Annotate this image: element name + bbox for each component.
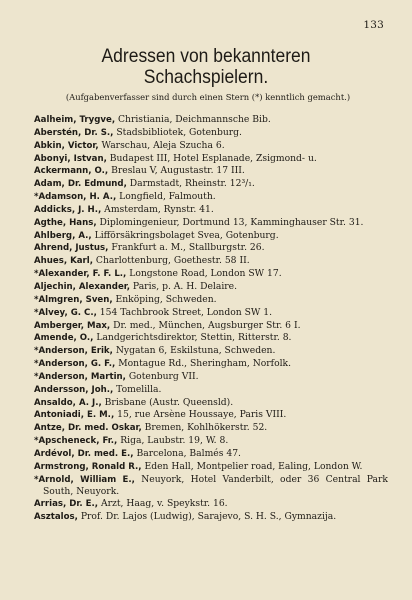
entry-address: Bremen, Kohlhökerstr. 52. (141, 422, 268, 434)
entry-name: Aalheim, Trygve, (34, 115, 116, 125)
address-entry (34, 332, 388, 345)
entry-address: Frankfurt a. M., Stallburgstr. 26. (108, 242, 265, 254)
entry-name: Ahlberg, A., (34, 230, 92, 241)
address-entry (34, 511, 388, 524)
entry-address: Prof. Dr. Lajos (Ludwig), Sarajevo, S. H. S., Gymnazija. (77, 511, 337, 523)
address-entry (34, 371, 388, 384)
entry-address: Nygatan 6, Eskilstuna, Schweden. (112, 345, 276, 357)
entry-name: *Arnold, William E., (34, 474, 135, 485)
entry-address: Tomelilla. (113, 383, 162, 395)
entry-name: Aberstén, Dr. S., (34, 127, 114, 138)
entry-address: Diplomingenieur, Dortmund 13, Kamminghauser Str. 31. (96, 216, 364, 228)
entry-address: Riga, Laubstr. 19, W. 8. (117, 435, 229, 447)
entry-name: Armstrong, Ronald R., (34, 461, 142, 472)
entry-address: Budapest III, Hotel Esplanade, Zsigmond- u. (106, 152, 317, 164)
address-entry (34, 230, 388, 243)
entry-address: Landgerichtsdirektor, Stettin, Ritterstr. 8. (93, 332, 292, 344)
entry-name: *Almgren, Sven, (34, 294, 113, 305)
entry-name: Amende, O., (34, 333, 94, 344)
address-entry (34, 242, 388, 255)
address-entry (34, 358, 388, 371)
address-entry (34, 384, 388, 397)
entry-name: *Alexander, F. F. L., (34, 269, 127, 280)
entry-address: Neuyork, Hotel Vanderbilt, oder 36 Central Park South, Neuyork. (43, 473, 388, 498)
entry-name: Ansaldo, A. J., (34, 397, 102, 408)
address-entry (34, 114, 388, 127)
entry-name: Andersson, Joh., (34, 384, 114, 395)
entry-address: Longfield, Falmouth. (116, 191, 216, 203)
address-entry (34, 294, 388, 307)
entry-name: Agthe, Hans, (34, 217, 97, 228)
entry-name: Arrias, Dr. E., (34, 499, 99, 510)
address-entry (34, 281, 388, 294)
entry-address: Gotenburg VII. (125, 370, 199, 382)
address-entry (34, 397, 388, 410)
address-entry (34, 204, 388, 217)
address-entry (34, 255, 388, 268)
subtitle-note: (Aufgabenverfasser sind durch einen Stern (*) kenntlich gemacht.) (65, 92, 351, 102)
entry-name: *Anderson, Erik, (34, 346, 113, 357)
address-entry (34, 498, 388, 511)
entry-address: Montague Rd., Sheringham, Norfolk. (115, 358, 292, 370)
address-entry (34, 140, 388, 153)
title-line-2: Schachspielern. (143, 67, 269, 88)
entry-address: Dr. med., München, Augsburger Str. 6 I. (110, 319, 301, 331)
entry-address: Stadsbibliotek, Gotenburg. (113, 126, 242, 138)
address-entry (34, 409, 388, 422)
entry-name: Adam, Dr. Edmund, (34, 179, 127, 190)
title-line-1: Adressen von bekannteren (101, 46, 311, 67)
entry-name: Abkin, Victor, (34, 140, 99, 151)
entry-name: Abonyi, Istvan, (34, 153, 107, 164)
entry-name: Ardévol, Dr. med. E., (34, 448, 134, 459)
entry-name: Asztalos, (34, 512, 78, 523)
entry-name: Ackermann, O., (34, 166, 109, 177)
entry-address: Barcelona, Balmés 47. (133, 447, 241, 459)
entry-name: *Alvey, G. C., (34, 307, 97, 318)
entry-address: Darmstadt, Rheinstr. 12³/₁. (126, 178, 255, 190)
entry-address: Charlottenburg, Goethestr. 58 II. (93, 255, 250, 267)
address-entry (34, 435, 388, 448)
address-entry (34, 448, 388, 461)
address-entry (34, 178, 388, 191)
entry-name: Antoniadi, E. M., (34, 410, 115, 421)
entry-address: Warschau, Aleja Szucha 6. (98, 139, 225, 151)
entry-address: Brisbane (Austr. Queensld). (101, 396, 234, 408)
entry-address: Longstone Road, London SW 17. (126, 268, 282, 280)
address-entry (34, 307, 388, 320)
entry-address: 15, rue Arsène Houssaye, Paris VIII. (114, 409, 287, 421)
entry-address: Lifförsäkringsbolaget Svea, Gotenburg. (91, 229, 279, 241)
entry-name: Ahues, Karl, (34, 256, 93, 267)
entry-name: *Anderson, Martin, (34, 371, 126, 382)
entry-name: *Anderson, G. F., (34, 359, 116, 370)
entry-name: Addicks, J. H., (34, 204, 102, 215)
entry-address: Enköping, Schweden. (112, 293, 217, 305)
address-entry (34, 461, 388, 474)
entry-name: Ahrend, Justus, (34, 243, 109, 254)
address-entry (34, 127, 388, 140)
address-entry (34, 165, 388, 178)
address-entry (34, 320, 388, 333)
address-entry (34, 153, 388, 166)
entry-name: *Adamson, H. A., (34, 192, 117, 203)
entry-name: Aljechin, Alexander, (34, 281, 131, 292)
address-entry (34, 474, 388, 499)
address-entry (34, 268, 388, 281)
address-entry (34, 345, 388, 358)
entry-address: Arzt, Haag, v. Speykstr. 16. (98, 498, 228, 510)
address-list (34, 114, 388, 524)
entry-address: Eden Hall, Montpelier road, Ealing, London W. (141, 460, 363, 472)
entry-address: Christiania, Deichmannsche Bib. (115, 114, 271, 125)
entry-address: Breslau V, Augustastr. 17 III. (108, 165, 245, 177)
page-title (16, 46, 395, 88)
entry-name: Antze, Dr. med. Oskar, (34, 423, 142, 434)
address-entry (34, 422, 388, 435)
entry-name: *Apscheneck, Fr., (34, 436, 118, 447)
address-entry (34, 191, 388, 204)
entry-name: Amberger, Max, (34, 320, 111, 331)
address-entry (34, 217, 388, 230)
entry-address: Amsterdam, Rynstr. 41. (101, 203, 214, 215)
page-number: 133 (363, 19, 384, 31)
entry-address: Paris, p. A. H. Delaire. (130, 280, 238, 292)
entry-address: 154 Tachbrook Street, London SW 1. (96, 306, 273, 318)
